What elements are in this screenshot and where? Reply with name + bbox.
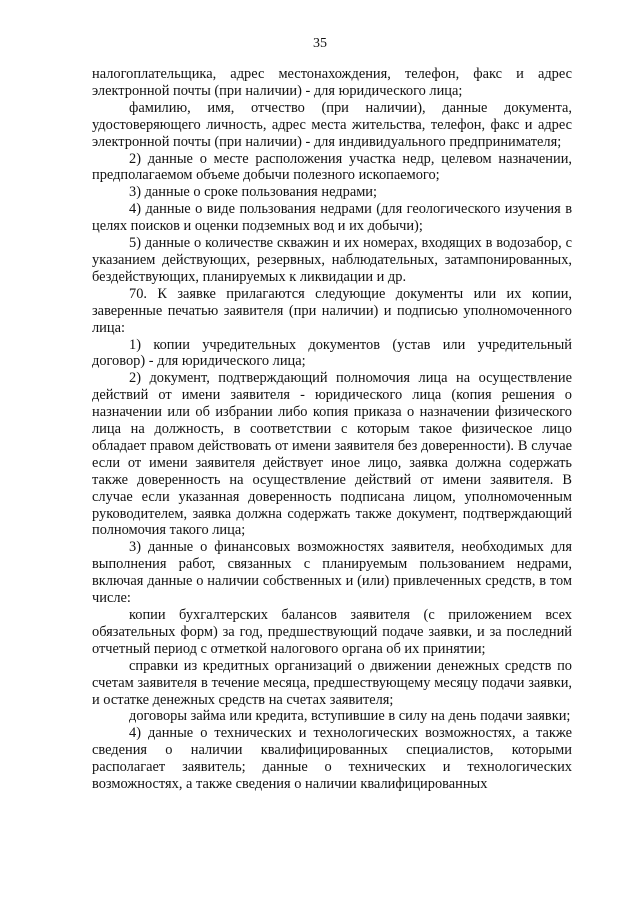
paragraph-10: 3) данные о финансовых возможностях заявителя, необходимых для выполнения работ, связанных с планируемым пользованием недрами, включая данные о наличии собственных и (или) привлеченных средств, в том числе: [92, 539, 572, 607]
paragraph-14: 4) данные о технических и технологических возможностях, а также сведения о наличии квалифицированных специалистов, которыми располагает заявитель; данные о технических и технологических возможностях, а также сведения о наличии квалифицированных [92, 725, 572, 793]
paragraph-1: налогоплательщика, адрес местонахождения, телефон, факс и адрес электронной почты (при наличии) - для юридического лица; [92, 66, 572, 99]
paragraph-4: 3) данные о сроке пользования недрами; [129, 184, 378, 201]
paragraph-12: справки из кредитных организаций о движении денежных средств по счетам заявителя в течение месяца, предшествующему месяцу подачи заявки, и остатке денежных средств на счетах заявителя; [92, 657, 572, 708]
paragraph-9: 2) документ, подтверждающий полномочия лица на осуществление действий от имени заявителя - юридического лица (копия решения о назначении или об избрании либо копия приказа о назначении физического лица на должность, в соответствии с которым такое физическое лицо обладает правом действовать от имени заявителя без доверенности). В случае если от имени заявителя действует иное лицо, заявка должна содержать также доверенность на осуществление действий от имени заявителя. В случае если указанная доверенность подписана лицом, уполномоченным руководителем, заявка должна содержать также документ, подтверждающий полномочия такого лица; [92, 370, 572, 539]
paragraph-3: 2) данные о месте расположения участка недр, целевом назначении, предполагаемом объеме добычи полезного ископаемого; [92, 150, 572, 184]
paragraph-5: 4) данные о виде пользования недрами (для геологического изучения в целях поисков и оценки подземных вод и их добычи); [92, 201, 572, 235]
paragraph-2: фамилию, имя, отчество (при наличии), данные документа, удостоверяющего личность, адрес места жительства, телефон, факс и адрес электронной почты (при наличии) - для индивидуального предпринимателя; [92, 99, 572, 150]
paragraph-13: договоры займа или кредита, вступившие в силу на день подачи заявки; [129, 708, 571, 725]
paragraph-11: копии бухгалтерских балансов заявителя (с приложением всех обязательных форм) за год, предшествующий подаче заявки, и за последний отчетный период с отметкой налогового органа об их принятии; [92, 607, 572, 657]
paragraph-8: 1) копии учредительных документов (устав или учредительный договор) - для юридического лица; [92, 336, 572, 370]
paragraph-6: 5) данные о количестве скважин и их номерах, входящих в водозабор, с указанием действующих, резервных, наблюдательных, затампонированных, бездействующих, планируемых к ликвидации и др. [92, 235, 572, 285]
document-body [92, 66, 572, 793]
page-number: 35 [313, 36, 327, 51]
paragraph-7: 70. К заявке прилагаются следующие документы или их копии, заверенные печатью заявителя (при наличии) и подписью уполномоченного лица: [92, 285, 572, 336]
